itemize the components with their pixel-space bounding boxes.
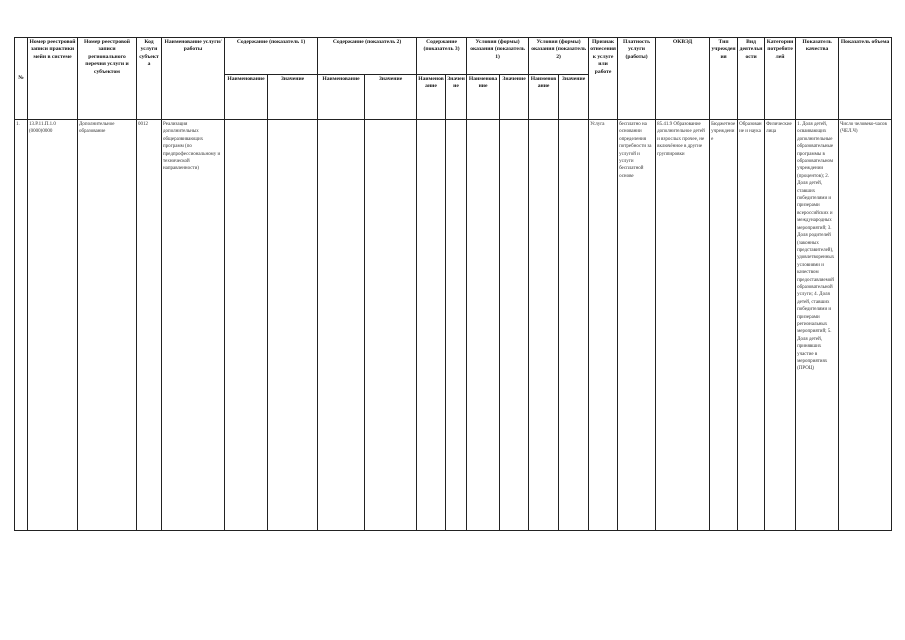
services-register-table	[14, 37, 892, 531]
col-quality-header: Показатель качества	[796, 38, 839, 120]
service-code-cell: 0012	[137, 120, 162, 531]
content2-name-cell	[318, 120, 365, 531]
col-basic-registry-header: Номер реестровой записи регионального перечня услуги и субъектом	[78, 38, 137, 120]
conditions2-name-header: Наименование	[529, 75, 559, 120]
col-consumers-header: Категории потребителей	[765, 38, 796, 120]
register-page	[14, 37, 892, 531]
conditions1-name-header: Наименование	[467, 75, 500, 120]
col-sign-header: Признак отнесения к услуге или работе	[589, 38, 618, 120]
col-okved-header: ОКВЭД	[656, 38, 710, 120]
col-conditions2-header: Условия (формы) оказания (показатель 2)	[529, 38, 589, 75]
basic-registry-cell: Дополнительное образование	[78, 120, 137, 531]
content1-name-header: Наименование	[225, 75, 268, 120]
col-volume-header: Показатель объема	[839, 38, 892, 120]
consumers-cell: Физические лица	[765, 120, 796, 531]
table-row	[15, 120, 892, 531]
volume-cell: Число человеко-часов (ЧЕЛ.Ч)	[839, 120, 892, 531]
col-conditions1-header: Условия (формы) оказания (показатель 1)	[467, 38, 529, 75]
col-number-header: №	[15, 38, 28, 120]
content2-value-cell	[365, 120, 417, 531]
content1-name-cell	[225, 120, 268, 531]
col-content1-header: Содержание (показатель 1)	[225, 38, 318, 75]
col-content3-header: Содержание (показатель 3)	[417, 38, 467, 75]
row-number-cell: 1.	[15, 120, 28, 531]
quality-cell: 1. Доля детей, осваивающих дополнительные образовательные программы в образовательном учреждении (процентов); 2. Доля детей, ставших победителями и призерами всероссийских и международных мероприятий; 3. Доля родителей (законных представителей), удовлетворенных условиями и качеством предоставляемой образовательной услуги; 4. Доля детей, ставших победителями и призерами региональных мероприятий; 5. Доля детей, принявших участие в мероприятиях (ПРОЦ)	[796, 120, 839, 531]
col-registry-entry-header: Номер реестровой записи практики мейн в системе	[28, 38, 78, 120]
col-content2-header: Содержание (показатель 2)	[318, 38, 417, 75]
conditions1-value-cell	[500, 120, 529, 531]
content3-value-header: Значение	[446, 75, 467, 120]
service-name-cell: Реализация дополнительных общеразвивающих программ (по предпрофессиональному и технической направленности)	[162, 120, 225, 531]
col-payment-header: Платность услуги (работы)	[618, 38, 656, 120]
conditions2-value-header: Значение	[559, 75, 589, 120]
activity-type-cell: Образование и наука	[738, 120, 765, 531]
institution-type-cell: Бюджетное учреждение	[710, 120, 738, 531]
content2-value-header: Значение	[365, 75, 417, 120]
okved-cell: 85.41.9 Образование дополнительное детей и взрослых прочее, не включённое в другие группировки	[656, 120, 710, 531]
content3-name-header: Наименование	[417, 75, 446, 120]
registry-entry-cell: 13.Р.11.П.1.0 (0000)0000	[28, 120, 78, 531]
header-row-1	[15, 38, 892, 75]
col-activity-type-header: Вид деятельности	[738, 38, 765, 120]
content3-value-cell	[446, 120, 467, 531]
col-service-name-header: Наименование услуги/работы	[162, 38, 225, 120]
payment-cell: бесплатно на основании определения потребности за услугой и услуги бесплатной основе	[618, 120, 656, 531]
conditions1-name-cell	[467, 120, 500, 531]
conditions1-value-header: Значение	[500, 75, 529, 120]
content1-value-header: Значение	[268, 75, 318, 120]
sign-cell: Услуга	[589, 120, 618, 531]
col-institution-type-header: Тип учреждения	[710, 38, 738, 120]
conditions2-value-cell	[559, 120, 589, 531]
content2-name-header: Наименование	[318, 75, 365, 120]
conditions2-name-cell	[529, 120, 559, 531]
content3-name-cell	[417, 120, 446, 531]
content1-value-cell	[268, 120, 318, 531]
col-service-code-header: Код услуги субъекта	[137, 38, 162, 120]
